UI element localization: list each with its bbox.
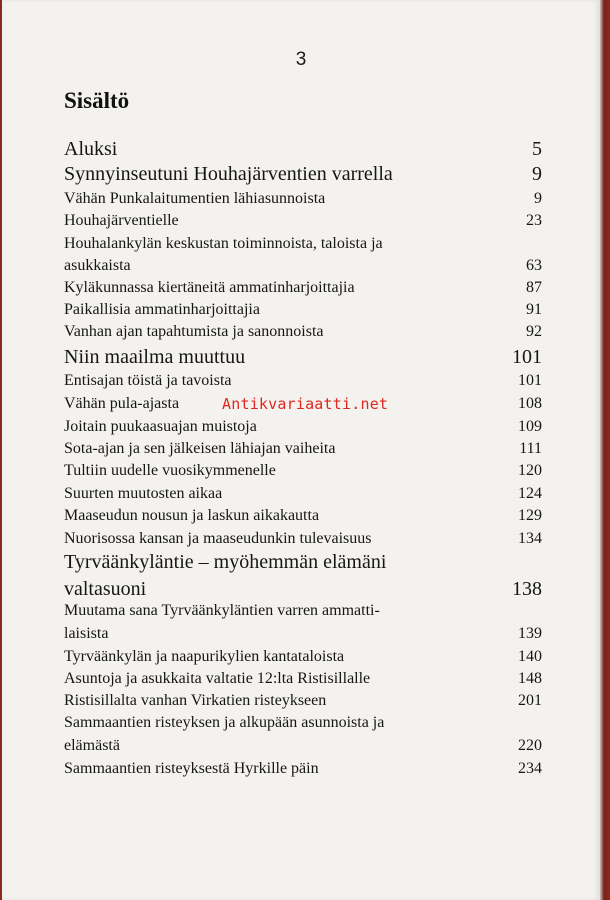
toc-entry-title: Sota-ajan ja sen jälkeisen lähiajan vaiheita bbox=[64, 440, 336, 457]
toc-entry-title: Tyrväänkylän ja naapurikylien kantataloista bbox=[64, 648, 345, 665]
toc-entry-title: Aluksi bbox=[64, 138, 118, 160]
page-title: Sisältö bbox=[64, 88, 130, 113]
toc-entry-title: Vähän Punkalaitumentien lähiasunnoista bbox=[64, 190, 326, 207]
toc-entry-page: 111 bbox=[519, 440, 542, 457]
toc-entry-page: 109 bbox=[518, 418, 542, 435]
toc-entry-title: Maaseudun nousun ja laskun aikakautta bbox=[64, 507, 320, 524]
toc-entry-page: 92 bbox=[526, 323, 542, 340]
toc-entry-page: 9 bbox=[532, 163, 542, 185]
toc-entry-title: laisista bbox=[64, 625, 109, 642]
toc-entry-title: Niin maailma muuttuu bbox=[64, 346, 246, 368]
toc-entry-title: Ristisillalta vanhan Virkatien risteykseen bbox=[64, 692, 327, 709]
toc-entry-title: Houhajärventielle bbox=[64, 212, 179, 229]
toc-entry-page: 87 bbox=[526, 279, 542, 296]
toc-entry-page: 9 bbox=[534, 190, 542, 207]
toc-entry-page: 148 bbox=[518, 670, 542, 687]
toc-entry-title: Houhalankylän keskustan toiminnoista, taloista ja bbox=[64, 235, 383, 252]
toc-entry-page: 139 bbox=[518, 625, 542, 642]
toc-entry-title: Entisajan töistä ja tavoista bbox=[64, 372, 232, 389]
toc-entry-page: 101 bbox=[512, 346, 542, 368]
toc-entry-title: Kyläkunnassa kiertäneitä ammatinharjoittajia bbox=[64, 279, 355, 296]
toc-entry-page: 201 bbox=[518, 692, 542, 709]
toc-entry-page: 23 bbox=[526, 212, 542, 229]
toc-entry-page: 124 bbox=[518, 485, 542, 502]
toc-entry-page: 108 bbox=[518, 395, 542, 412]
toc-entry-page: 138 bbox=[512, 578, 542, 600]
page-number: 3 bbox=[295, 49, 307, 70]
toc-entry-page: 220 bbox=[518, 737, 542, 754]
toc-entry-title: Nuorisossa kansan ja maaseudunkin tulevaisuus bbox=[64, 530, 372, 547]
toc-entry-page: 134 bbox=[518, 530, 542, 547]
toc-entry-title: elämästä bbox=[64, 737, 120, 754]
toc-entry-page: 140 bbox=[518, 648, 542, 665]
toc-entry-title: Muutama sana Tyrväänkyläntien varren ammatti- bbox=[64, 602, 380, 619]
toc-entry-title: Asuntoja ja asukkaita valtatie 12:lta Ristisillalle bbox=[64, 670, 371, 687]
toc-entry-page: 5 bbox=[532, 138, 542, 160]
toc-entry-title: Tyrväänkyläntie – myöhemmän elämäni bbox=[64, 551, 387, 573]
watermark-text: Antikvariaatti.net bbox=[222, 395, 389, 413]
toc-entry-title: Synnyinseutuni Houhajärventien varrella bbox=[64, 163, 393, 185]
book-cover-edge bbox=[600, 0, 610, 900]
toc-entry-page: 120 bbox=[518, 462, 542, 479]
toc-entry-title: Tultiin uudelle vuosikymmenelle bbox=[64, 462, 276, 479]
toc-entry-title: Sammaantien risteyksestä Hyrkille päin bbox=[64, 760, 319, 777]
toc-entry-page: 101 bbox=[518, 372, 542, 389]
toc-entry-title: Vanhan ajan tapahtumista ja sanonnoista bbox=[64, 323, 324, 340]
toc-entry-page: 129 bbox=[518, 507, 542, 524]
toc-entry-page: 63 bbox=[526, 257, 542, 274]
toc-entry-title: Paikallisia ammatinharjoittajia bbox=[64, 301, 260, 318]
toc-entry-title: Sammaantien risteyksen ja alkupään asunnoista ja bbox=[64, 714, 385, 731]
toc-entry-title: valtasuoni bbox=[64, 578, 147, 600]
toc-entry-title: Suurten muutosten aikaa bbox=[64, 485, 223, 502]
book-page bbox=[2, 0, 600, 900]
toc-entry-title: Joitain puukaasuajan muistoja bbox=[64, 418, 257, 435]
toc-entry-page: 234 bbox=[518, 760, 542, 777]
toc-entry-title: Vähän pula-ajasta bbox=[64, 395, 180, 412]
toc-entry-title: asukkaista bbox=[64, 257, 131, 274]
toc-entry-page: 91 bbox=[526, 301, 542, 318]
